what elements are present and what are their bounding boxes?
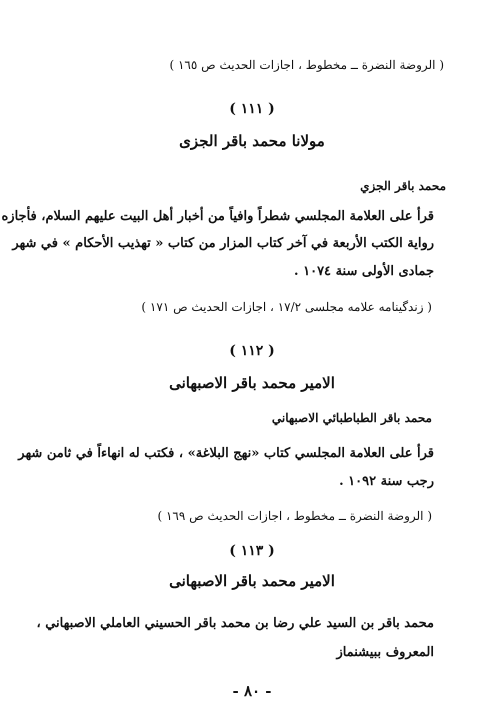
page-number: - ٨٠ - <box>232 682 272 700</box>
entry-113-body-line-1: محمد باقر بن السيد علي رضا بن محمد باقر الحسيني العاملي الاصبهاني ، <box>36 616 434 631</box>
entry-113-number: ( ١١٣ ) <box>229 543 275 559</box>
entry-111-number: ( ١١١ ) <box>229 101 275 117</box>
entry-112-body-line-1: قرأ على العلامة المجلسي كتاب «نهج البلاغة» ، فكتب له انهاءاً في ثامن شهر <box>18 446 434 461</box>
entry-112-body-line-2: رجب سنة ١٠٩٢ . <box>339 474 434 489</box>
entry-111-reference: ( زندگينامه علامه مجلسى ١٧/٢ ، اجازات الحديث ص ١٧١ ) <box>141 300 432 314</box>
entry-111-body-line-3: جمادى الأولى سنة ١٠٧٤ . <box>294 264 434 279</box>
entry-111-name: محمد باقر الجزي <box>360 179 446 193</box>
entry-112-reference: ( الروضة النضرة ــ مخطوط ، اجازات الحديث ص ١٦٩ ) <box>157 509 432 523</box>
entry-112-number: ( ١١٢ ) <box>229 343 275 359</box>
entry-113-title: الامير محمد باقر الاصبهانى <box>169 572 335 590</box>
entry-111-body-line-2: رواية الكتب الأربعة في آخر كتاب المزار من كتاب « تهذيب الأحكام » في شهر <box>12 236 434 251</box>
entry-111-title: مولانا محمد باقر الجزى <box>179 132 325 150</box>
top-reference: ( الروضة النضرة ــ مخطوط ، اجازات الحديث ص ١٦٥ ) <box>169 58 444 72</box>
entry-112-name: محمد باقر الطباطبائي الاصبهاني <box>271 411 432 425</box>
entry-113-body-line-2: المعروف ببيشنماز <box>336 645 434 660</box>
entry-112-title: الامير محمد باقر الاصبهانى <box>169 374 335 392</box>
entry-111-body-line-1: قرأ على العلامة المجلسي شطراً وافياً من أخبار أهل البيت عليهم السلام، فأجازه <box>1 209 434 224</box>
